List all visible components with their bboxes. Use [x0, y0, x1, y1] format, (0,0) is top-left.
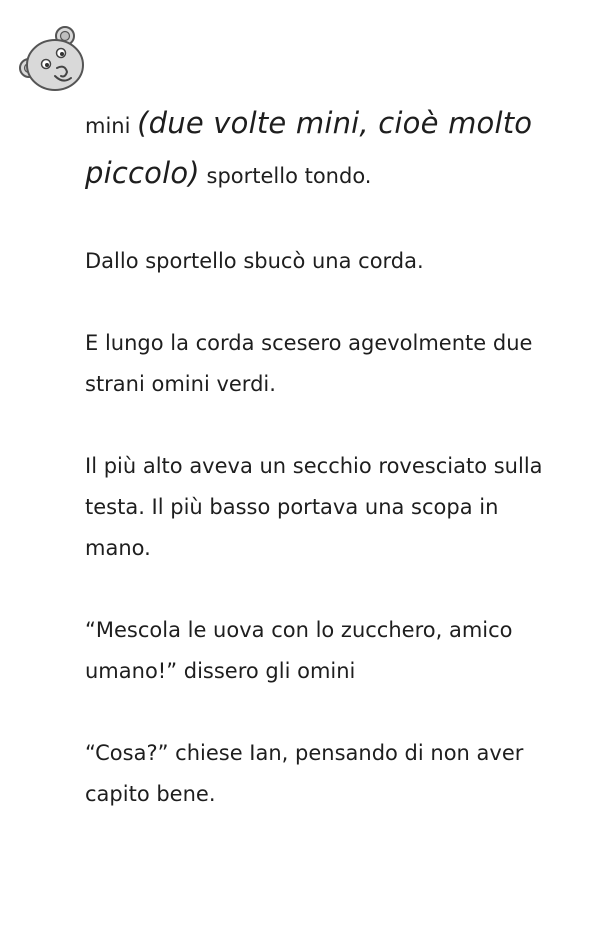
paragraph-6: “Cosa?” chiese Ian, pensando di non aver capito bene. — [85, 741, 524, 806]
paragraph-1-lead: mini — [85, 114, 131, 138]
paragraph-3: E lungo la corda scesero agevolmente due strani omini verdi. — [85, 331, 533, 396]
paragraph-4: Il più alto aveva un secchio rovesciato sulla testa. Il più basso portava una scopa in mano. — [85, 454, 543, 560]
paragraph-1 — [85, 100, 555, 200]
bear-face-icon — [17, 24, 87, 92]
paragraph-5: “Mescola le uova con lo zucchero, amico umano!” dissero gli omini — [85, 618, 513, 683]
story-text — [85, 100, 555, 815]
paragraph-1-emphasis: (due volte mini, cioè molto piccolo) — [85, 106, 533, 190]
paragraph-1-tail: sportello tondo. — [206, 164, 372, 188]
paragraph-2: Dallo sportello sbucò una corda. — [85, 249, 424, 273]
